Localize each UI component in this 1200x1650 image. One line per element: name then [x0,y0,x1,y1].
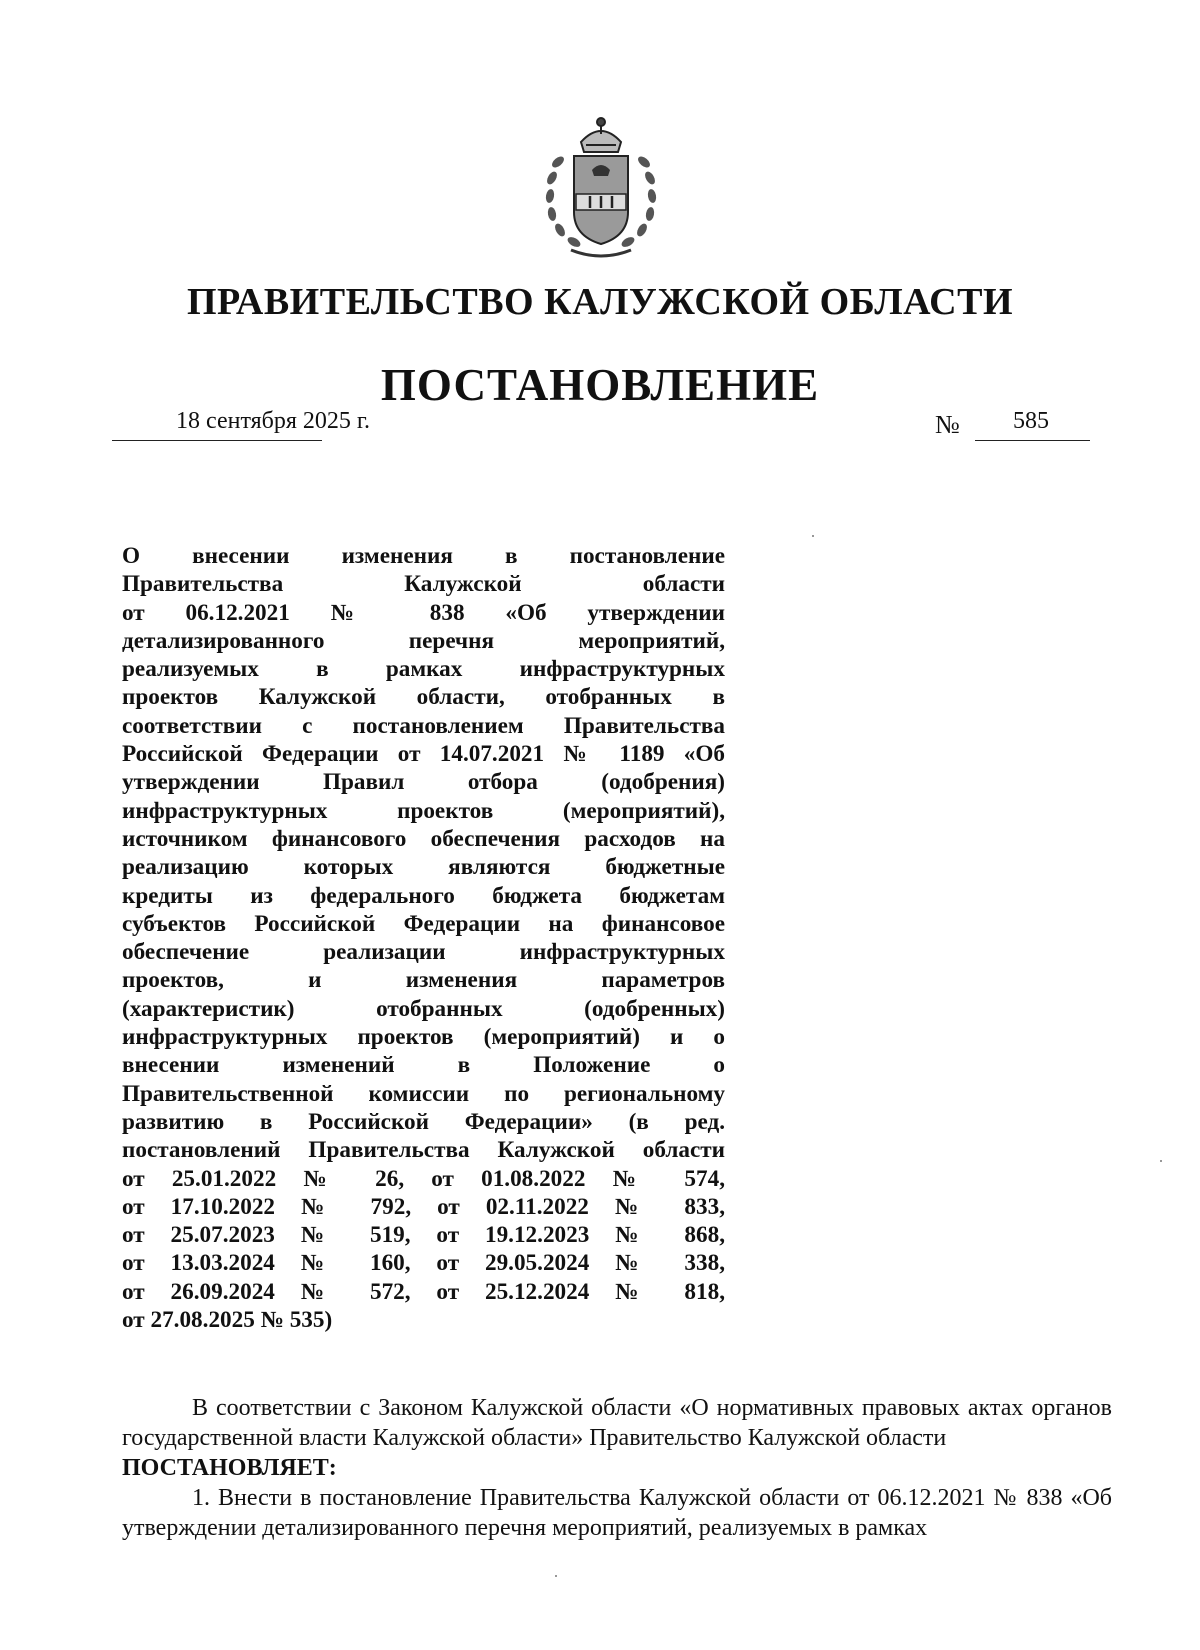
title-line: субъектов Российской Федерации на финансовое [122,910,725,937]
clause-1-paragraph: 1. Внести в постановление Правительства Калужской области от 06.12.2021 № 838 «Об утверждении детализированного перечня мероприятий, реализуемых в рамках [122,1485,1112,1541]
title-line: Российской Федерации от 14.07.2021 № 1189 «Об [122,741,725,768]
title-line: инфраструктурных проектов (мероприятий) и о [122,1024,725,1051]
title-line: инфраструктурных проектов (мероприятий), [122,797,725,824]
decree-word: ПОСТАНОВЛЯЕТ: [122,1455,337,1481]
title-line: Правительственной комиссии по региональному [122,1080,725,1107]
title-line: О внесении изменения в постановление [122,543,725,569]
title-line: реализацию которых являются бюджетные [122,854,725,881]
title-line: утверждении Правил отбора (одобрения) [122,769,725,796]
title-line: проектов, и изменения параметров [122,967,725,994]
title-line: от 06.12.2021 № 838 «Об утверждении [122,599,725,626]
document-title [122,542,725,1334]
organization-title: ПРАВИТЕЛЬСТВО КАЛУЖСКОЙ ОБЛАСТИ [186,281,1014,323]
title-line: детализированного перечня мероприятий, [122,627,725,654]
title-line: (характеристик) отобранных (одобренных) [122,995,725,1022]
title-line: от 25.07.2023 № 519, от 19.12.2023 № 868, [122,1222,725,1249]
number-sign: № [935,410,960,439]
title-line: Правительства Калужской области [122,571,725,598]
document-type: ПОСТАНОВЛЕНИЕ [380,360,820,410]
date-field [112,408,371,441]
scan-speck [812,535,814,537]
title-line: проектов Калужской области, отобранных в [122,684,725,711]
title-line: кредиты из федерального бюджета бюджетам [122,882,725,909]
title-line: источником финансового обеспечения расходов на [122,825,725,852]
title-line: обеспечение реализации инфраструктурных [122,939,725,966]
coat-of-arms-icon [526,112,676,262]
title-line: соответствии с постановлением Правительства [122,712,725,739]
title-line: реализуемых в рамках инфраструктурных [122,656,725,683]
document-date: 18 сентября 2025 г. [176,408,371,434]
title-line: постановлений Правительства Калужской области [122,1137,725,1164]
title-line: от 26.09.2024 № 572, от 25.12.2024 № 818, [122,1278,725,1305]
document-number: 585 [1013,408,1049,434]
scan-speck [1160,1160,1162,1162]
scan-speck [555,1575,557,1577]
title-line: внесении изменений в Положение о [122,1052,725,1079]
document-body [122,1393,1112,1543]
preamble-paragraph: В соответствии с Законом Калужской области «О нормативных правовых актах органов государственной власти Калужской области» Правительство Калужской области [122,1395,1112,1451]
number-field [975,408,1090,441]
title-line: от 17.10.2022 № 792, от 02.11.2022 № 833, [122,1193,725,1220]
title-line: от 25.01.2022 № 26, от 01.08.2022 № 574, [122,1165,725,1192]
title-line: от 13.03.2024 № 160, от 29.05.2024 № 338, [122,1250,725,1277]
title-line: развитию в Российской Федерации» (в ред. [122,1108,725,1135]
title-line: от 27.08.2025 № 535) [122,1307,333,1334]
